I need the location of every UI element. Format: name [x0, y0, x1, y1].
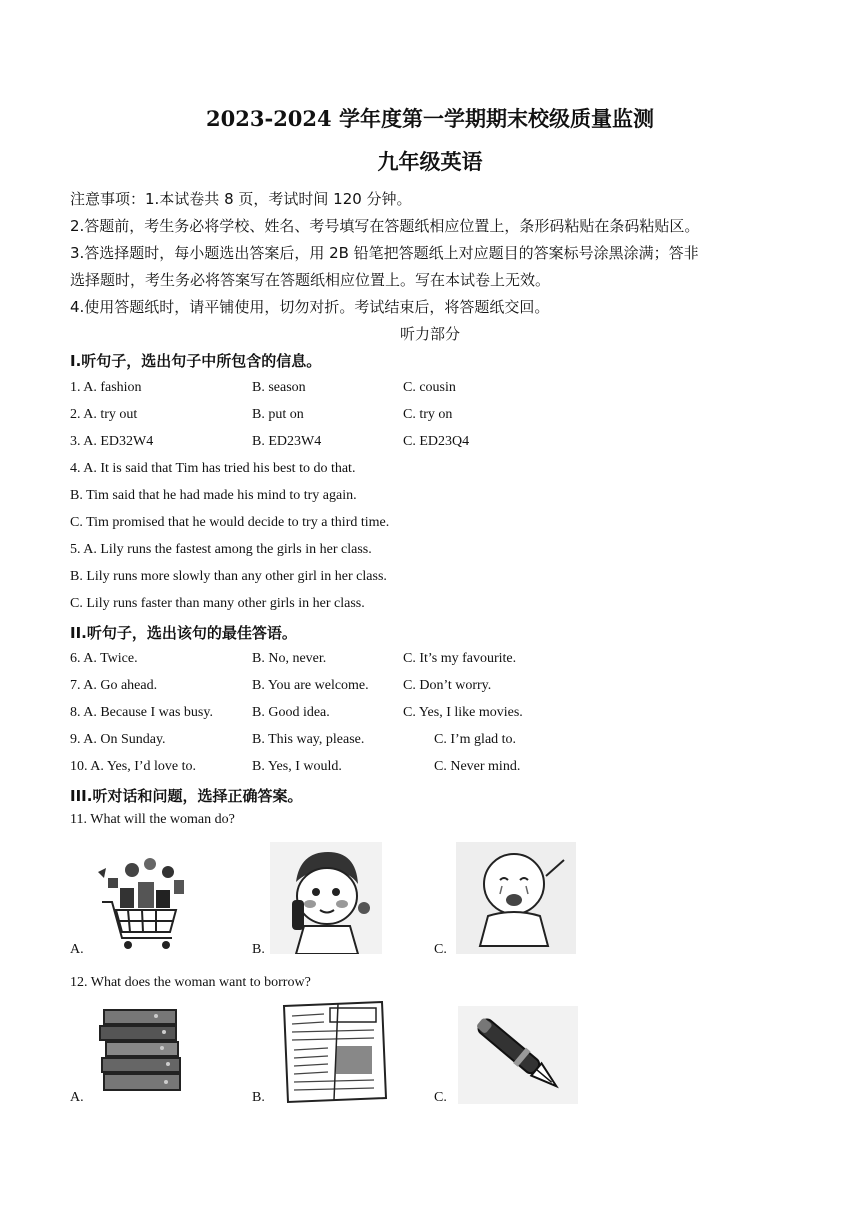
- q12-label-b: B.: [252, 1090, 265, 1105]
- crying-baby-image: [456, 842, 576, 954]
- section-1-title: I.听句子，选出句子中所包含的信息。: [70, 352, 322, 370]
- q12-label-c: C.: [434, 1090, 447, 1105]
- q8-option-b: B. Good idea.: [252, 705, 330, 720]
- q1-option-c: C. cousin: [403, 380, 456, 395]
- note-3: 3.答选择题时，每小题选出答案后，用 2B 铅笔把答题纸上对应题目的答案标号涂黑涂满；答非: [70, 244, 699, 262]
- q1-option-a: 1. A. fashion: [70, 380, 142, 395]
- q10-option-c: C. Never mind.: [434, 759, 521, 774]
- q3-option-b: B. ED23W4: [252, 434, 322, 449]
- exam-subtitle: 九年级英语: [377, 149, 483, 174]
- exam-title: 2023-2024 学年度第一学期期末校级质量监测: [206, 106, 654, 131]
- q4-option-a: 4. A. It is said that Tim has tried his best to do that.: [70, 461, 356, 476]
- q10-option-b: B. Yes, I would.: [252, 759, 342, 774]
- q2-option-a: 2. A. try out: [70, 407, 138, 422]
- q11-label-c: C.: [434, 942, 447, 957]
- q9-option-a: 9. A. On Sunday.: [70, 732, 166, 747]
- section-3-title: III.听对话和问题，选择正确答案。: [70, 787, 303, 805]
- q5-option-b: B. Lily runs more slowly than any other girl in her class.: [70, 569, 387, 584]
- instructions: [70, 186, 792, 321]
- q9-option-b: B. This way, please.: [252, 732, 365, 747]
- q3-option-a: 3. A. ED32W4: [70, 434, 154, 449]
- section-2-title: II.听句子，选出该句的最佳答语。: [70, 624, 297, 642]
- q12-label-a: A.: [70, 1090, 84, 1105]
- q2-option-b: B. put on: [252, 407, 304, 422]
- q8-option-c: C. Yes, I like movies.: [403, 705, 523, 720]
- note-2: 2.答题前，考生务必将学校、姓名、考号填写在答题纸相应位置上，条形码粘贴在条码粘贴区。: [70, 217, 700, 235]
- q5-option-c: C. Lily runs faster than many other girls in her class.: [70, 596, 365, 611]
- q9-option-c: C. I’m glad to.: [434, 732, 517, 747]
- q10-option-a: 10. A. Yes, I’d love to.: [70, 759, 197, 774]
- q5-option-a: 5. A. Lily runs the fastest among the girls in her class.: [70, 542, 372, 557]
- books-image: [96, 1004, 196, 1102]
- note-1: 注意事项：1.本试卷共 8 页，考试时间 120 分钟。: [70, 190, 412, 208]
- q11-question: 11. What will the woman do?: [70, 812, 235, 827]
- q3-option-c: C. ED23Q4: [403, 434, 470, 449]
- q4-option-b: B. Tim said that he had made his mind to try again.: [70, 488, 357, 503]
- q1-option-b: B. season: [252, 380, 306, 395]
- q7-option-a: 7. A. Go ahead.: [70, 678, 158, 693]
- q7-option-b: B. You are welcome.: [252, 678, 369, 693]
- q6-option-a: 6. A. Twice.: [70, 651, 138, 666]
- girl-phone-image: [270, 842, 382, 954]
- newspaper-image: [278, 1000, 390, 1104]
- q2-option-c: C. try on: [403, 407, 453, 422]
- q8-option-a: 8. A. Because I was busy.: [70, 705, 213, 720]
- q7-option-c: C. Don’t worry.: [403, 678, 492, 693]
- q12-question: 12. What does the woman want to borrow?: [70, 975, 311, 990]
- listening-heading: 听力部分: [399, 325, 460, 343]
- q6-option-c: C. It’s my favourite.: [403, 651, 517, 666]
- q4-option-c: C. Tim promised that he would decide to try a third time.: [70, 515, 390, 530]
- note-4: 4.使用答题纸时，请平铺使用，切勿对折。考试结束后，将答题纸交回。: [70, 298, 550, 316]
- q6-option-b: B. No, never.: [252, 651, 327, 666]
- q11-label-a: A.: [70, 942, 84, 957]
- shopping-cart-image: [88, 852, 198, 952]
- q11-label-b: B.: [252, 942, 265, 957]
- note-3-cont: 选择题时，考生务必将答案写在答题纸相应位置上。写在本试卷上无效。: [70, 271, 551, 289]
- pen-image: [458, 1006, 578, 1104]
